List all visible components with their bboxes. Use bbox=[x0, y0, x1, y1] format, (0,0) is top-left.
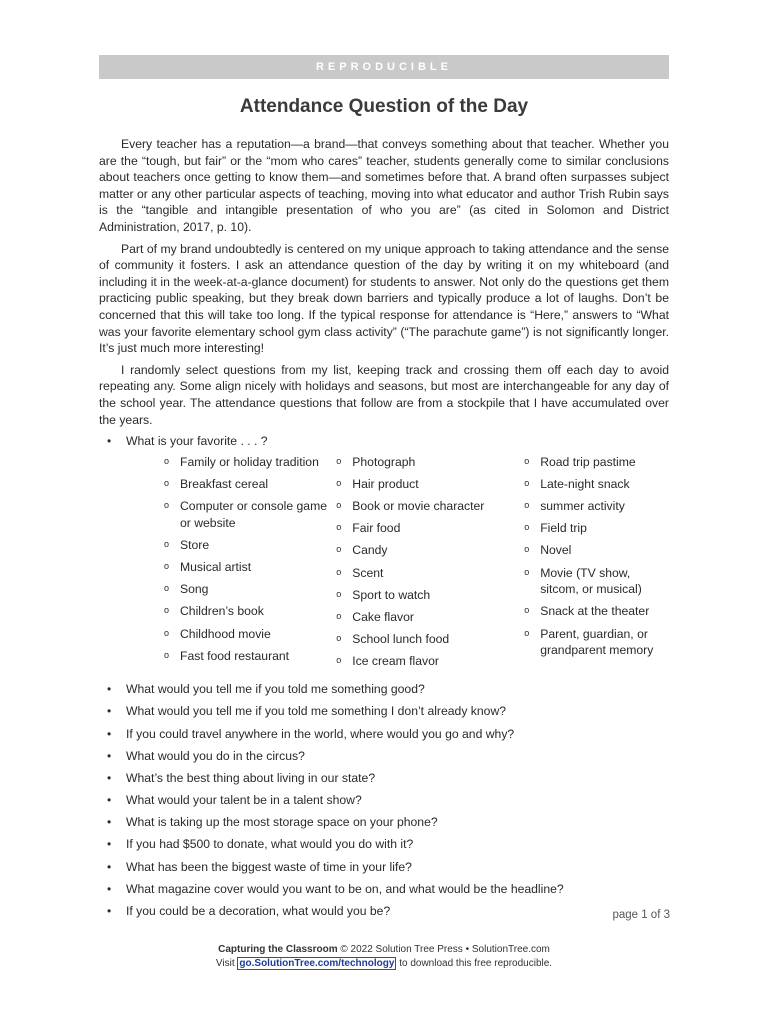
favorite-option: o Snack at the theater bbox=[522, 603, 669, 620]
document-body bbox=[99, 136, 669, 925]
question-item: • What would you do in the circus? bbox=[99, 748, 669, 765]
favorite-option: o Fast food restaurant bbox=[162, 648, 334, 665]
favorite-option: o Musical artist bbox=[162, 559, 334, 576]
intro-paragraph-3: I randomly select questions from my list, keeping track and crossing them off each day to avoid repeating any. Some align nicely with holidays and seasons, but most are interchangeable for any day of the school year. The attendance questions that follow are from a stockpile that I have accumulated over the years. bbox=[99, 362, 669, 427]
favorite-option: o Novel bbox=[522, 542, 669, 559]
favorite-option: o Store bbox=[162, 537, 334, 554]
footer-line-2 bbox=[0, 957, 768, 971]
page-number: page 1 of 3 bbox=[612, 909, 670, 921]
favorite-column-1 bbox=[162, 454, 334, 676]
favorite-option: o Photograph bbox=[334, 454, 522, 471]
favorite-option: o Ice cream flavor bbox=[334, 653, 522, 670]
footer-line-1 bbox=[0, 943, 768, 957]
question-item: • What’s the best thing about living in our state? bbox=[99, 770, 669, 787]
favorite-option: o Song bbox=[162, 581, 334, 598]
favorite-option: o School lunch food bbox=[334, 631, 522, 648]
favorite-option: o Childhood movie bbox=[162, 626, 334, 643]
favorite-column-2 bbox=[334, 454, 522, 676]
favorite-option: o Fair food bbox=[334, 520, 522, 537]
question-list bbox=[99, 433, 669, 675]
download-text: to download this free reproducible. bbox=[396, 958, 553, 969]
footer bbox=[0, 943, 768, 971]
favorite-column-3 bbox=[522, 454, 669, 676]
visit-text: Visit bbox=[215, 958, 238, 969]
favorite-option: o Hair product bbox=[334, 476, 522, 493]
favorite-columns bbox=[126, 454, 669, 676]
book-title: Capturing the Classroom bbox=[218, 944, 338, 955]
question-item: • If you had $500 to donate, what would you do with it? bbox=[99, 836, 669, 853]
favorite-option: o Children’s book bbox=[162, 603, 334, 620]
question-item: • What has been the biggest waste of time in your life? bbox=[99, 859, 669, 876]
intro-paragraph-1: Every teacher has a reputation—a brand—that conveys something about that teacher. Whether you are the “tough, but fair” or the “mom who cares” teacher, students generally come to similar conclusions about teachers once getting to know them—and sometimes before that. A brand often surpasses subject matter or any other particular aspects of teaching, moving into what educator and author Trish Rubin says is the “tangible and intangible presentation of who you are” (as cited in Solomon and District Administration, 2017, p. 10). bbox=[99, 137, 669, 234]
additional-questions-list bbox=[99, 681, 669, 919]
favorite-option: o Road trip pastime bbox=[522, 454, 669, 471]
copyright-text: © 2022 Solution Tree Press • SolutionTree.com bbox=[337, 944, 550, 955]
question-item: • What magazine cover would you want to be on, and what would be the headline? bbox=[99, 881, 669, 898]
question-item: • What would you tell me if you told me something I don’t already know? bbox=[99, 703, 669, 720]
question-item: • If you could be a decoration, what would you be? bbox=[99, 903, 669, 920]
question-item: • What is taking up the most storage space on your phone? bbox=[99, 814, 669, 831]
favorite-option: o Breakfast cereal bbox=[162, 476, 334, 493]
favorite-option: o summer activity bbox=[522, 498, 669, 515]
favorite-option: o Book or movie character bbox=[334, 498, 522, 515]
reproducible-banner: REPRODUCIBLE bbox=[99, 55, 669, 79]
favorite-option: o Computer or console game or website bbox=[162, 498, 334, 531]
favorite-option: o Scent bbox=[334, 565, 522, 582]
question-item: • If you could travel anywhere in the world, where would you go and why? bbox=[99, 726, 669, 743]
favorite-question-label: What is your favorite . . . ? bbox=[126, 434, 268, 449]
favorite-option: o Family or holiday tradition bbox=[162, 454, 334, 471]
favorite-question-item bbox=[99, 433, 669, 675]
favorite-option: o Cake flavor bbox=[334, 609, 522, 626]
favorite-option: o Field trip bbox=[522, 520, 669, 537]
download-link[interactable]: go.SolutionTree.com/technology bbox=[239, 958, 395, 969]
favorite-option: o Candy bbox=[334, 542, 522, 559]
intro-paragraph-2: Part of my brand undoubtedly is centered on my unique approach to taking attendance and the sense of community it fosters. I ask an attendance question of the day by writing it on my whiteboard (and including it in the week-at-a-glance document) for students to answer. Not only do the questions get them practicing public speaking, but they break down barriers and typically produce a lot of laughs. Don’t be concerned that this will take too long. If the typical response for attendance is “Here,” answers to “What was your favorite elementary school gym class activity” (“The parachute game”) is not significantly longer. It’s just much more interesting! bbox=[99, 241, 669, 356]
favorite-option: o Late-night snack bbox=[522, 476, 669, 493]
favorite-option: o Sport to watch bbox=[334, 587, 522, 604]
favorite-option: o Parent, guardian, or grandparent memory bbox=[522, 626, 669, 659]
question-item: • What would your talent be in a talent show? bbox=[99, 792, 669, 809]
question-item: • What would you tell me if you told me something good? bbox=[99, 681, 669, 698]
favorite-option: o Movie (TV show, sitcom, or musical) bbox=[522, 565, 669, 598]
page-title: Attendance Question of the Day bbox=[239, 96, 529, 117]
